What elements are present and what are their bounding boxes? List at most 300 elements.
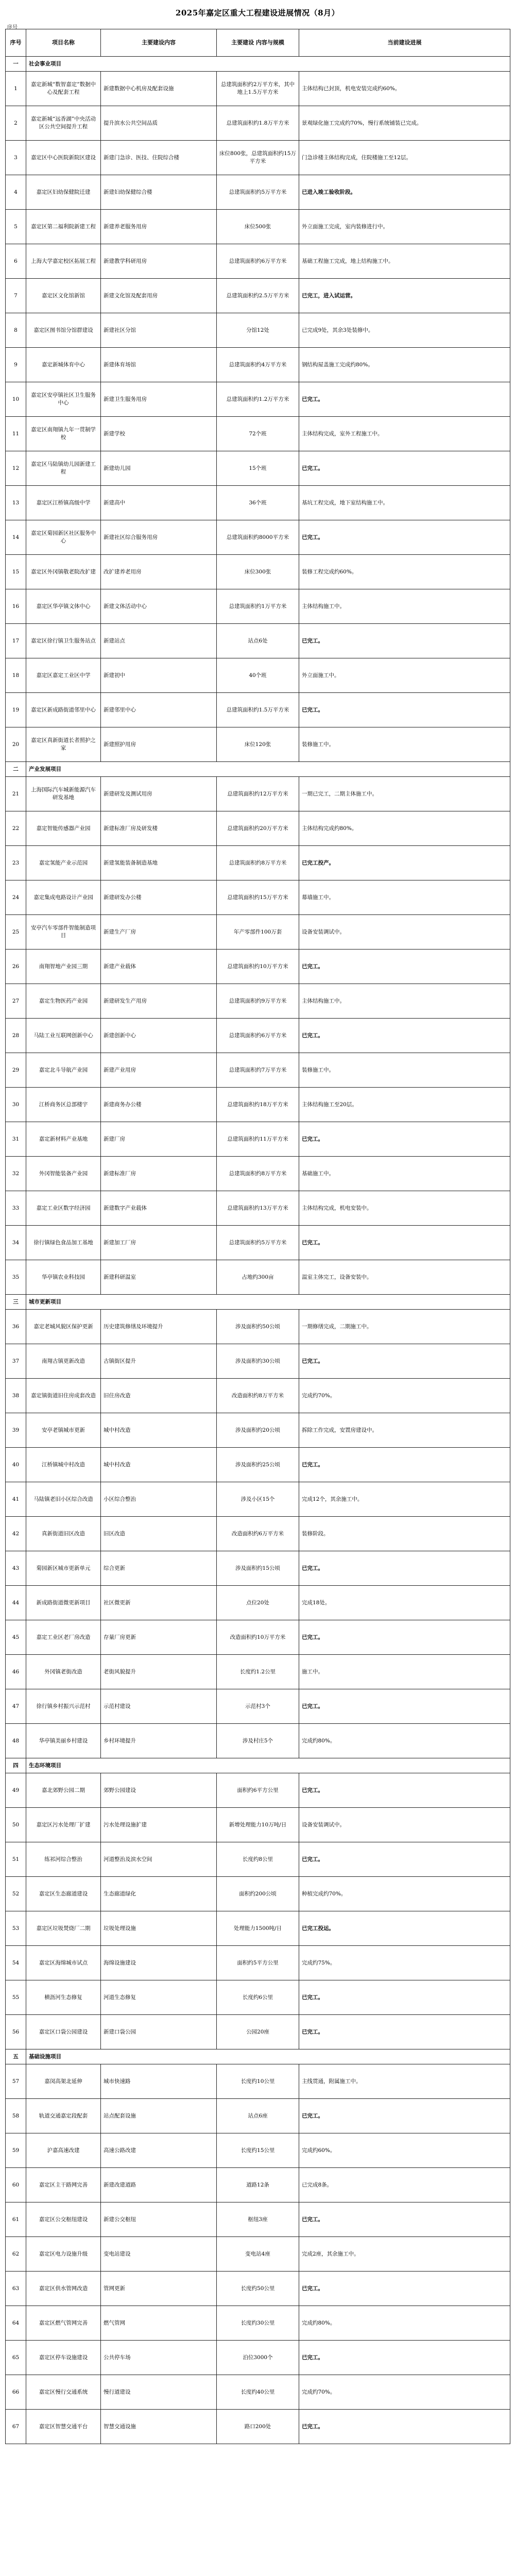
row-no: 33 bbox=[6, 1191, 26, 1226]
table-row bbox=[6, 984, 510, 1019]
table-row bbox=[6, 811, 510, 846]
project-content: 郊野公园建设 bbox=[101, 1773, 217, 1808]
project-scale: 涉及面积约20公顷 bbox=[217, 1413, 299, 1448]
project-progress: 完成18处。 bbox=[299, 1586, 510, 1620]
row-no: 4 bbox=[6, 175, 26, 210]
table-row bbox=[6, 1724, 510, 1758]
project-scale: 总建筑面积约1.2万平方米 bbox=[217, 382, 299, 417]
table-row bbox=[6, 846, 510, 880]
table-row bbox=[6, 2064, 510, 2099]
project-scale: 分馆12处 bbox=[217, 313, 299, 348]
project-progress: 主体结构施工至20层。 bbox=[299, 1088, 510, 1122]
row-no: 66 bbox=[6, 2375, 26, 2410]
project-scale: 15个班 bbox=[217, 451, 299, 486]
project-name: 嘉定区外冈镇敬老院改扩建 bbox=[26, 555, 101, 589]
table-row bbox=[6, 1413, 510, 1448]
section-no: 二 bbox=[6, 762, 26, 777]
row-no: 24 bbox=[6, 880, 26, 915]
project-name: 嘉定镇街道旧住房成套改造 bbox=[26, 1379, 101, 1413]
section-title: 产业发展项目 bbox=[26, 762, 510, 777]
project-scale: 涉及面积约50公顷 bbox=[217, 1310, 299, 1344]
table-row bbox=[6, 210, 510, 244]
table-row bbox=[6, 624, 510, 658]
project-name: 嘉定区菊园新区社区服务中心 bbox=[26, 520, 101, 555]
project-content: 新建氢能装备制造基地 bbox=[101, 846, 217, 880]
table-row bbox=[6, 72, 510, 106]
project-scale: 总建筑面积约12万平方米 bbox=[217, 777, 299, 811]
table-row bbox=[6, 2099, 510, 2133]
project-name: 南翔智地产业园三期 bbox=[26, 950, 101, 984]
table-row bbox=[6, 1980, 510, 2015]
project-scale: 床位120张 bbox=[217, 727, 299, 762]
project-name: 嘉定区徐行镇卫生服务站点 bbox=[26, 624, 101, 658]
project-content: 示范村建设 bbox=[101, 1689, 217, 1724]
project-scale: 长度约6公里 bbox=[217, 1980, 299, 2015]
table-row bbox=[6, 1260, 510, 1295]
project-scale: 总建筑面积约5万平方米 bbox=[217, 175, 299, 210]
project-content: 高速公路改建 bbox=[101, 2133, 217, 2168]
table-row bbox=[6, 1448, 510, 1482]
project-name: 练祁河综合整治 bbox=[26, 1842, 101, 1877]
project-progress: 基础施工中。 bbox=[299, 1157, 510, 1191]
table-row bbox=[6, 1344, 510, 1379]
project-progress: 完成约70%。 bbox=[299, 1379, 510, 1413]
table-row bbox=[6, 658, 510, 693]
project-name: 嘉定区公交枢纽建设 bbox=[26, 2202, 101, 2237]
project-progress: 完成约60%。 bbox=[299, 2133, 510, 2168]
table-row bbox=[6, 2341, 510, 2375]
project-progress: 已完成9处，其余3处装修中。 bbox=[299, 313, 510, 348]
table-row bbox=[6, 417, 510, 451]
project-progress: 主线贯通，附属施工中。 bbox=[299, 2064, 510, 2099]
table-row bbox=[6, 880, 510, 915]
row-no: 46 bbox=[6, 1655, 26, 1689]
project-content: 新建产业用房 bbox=[101, 1053, 217, 1088]
table-row bbox=[6, 106, 510, 141]
row-no: 60 bbox=[6, 2168, 26, 2202]
project-content: 城市快速路 bbox=[101, 2064, 217, 2099]
project-name: 嘉定新城体育中心 bbox=[26, 348, 101, 382]
project-content: 新建邻里中心 bbox=[101, 693, 217, 727]
row-no: 15 bbox=[6, 555, 26, 589]
table-row bbox=[6, 1053, 510, 1088]
table-row bbox=[6, 451, 510, 486]
project-scale: 72个班 bbox=[217, 417, 299, 451]
table-row bbox=[6, 1122, 510, 1157]
row-no: 57 bbox=[6, 2064, 26, 2099]
row-no: 42 bbox=[6, 1517, 26, 1551]
table-row bbox=[6, 2168, 510, 2202]
project-content: 新建科研温室 bbox=[101, 1260, 217, 1295]
row-no: 63 bbox=[6, 2272, 26, 2306]
table-row bbox=[6, 1157, 510, 1191]
project-content: 新建数据中心机房及配套设施 bbox=[101, 72, 217, 106]
project-scale: 总建筑面积约1.5万平方米 bbox=[217, 693, 299, 727]
project-content: 社区微更新 bbox=[101, 1586, 217, 1620]
project-name: 徐行镇乡村振兴示范村 bbox=[26, 1689, 101, 1724]
project-progress: 已完工。 bbox=[299, 2410, 510, 2444]
project-scale: 新增处理能力10万吨/日 bbox=[217, 1808, 299, 1842]
project-content: 新建文化馆及配套用房 bbox=[101, 279, 217, 313]
project-name: 嘉北郊野公园二期 bbox=[26, 1773, 101, 1808]
row-no: 23 bbox=[6, 846, 26, 880]
row-no: 51 bbox=[6, 1842, 26, 1877]
project-progress: 主体结构完成约80%。 bbox=[299, 811, 510, 846]
table-row bbox=[6, 1088, 510, 1122]
project-progress: 主体结构完成，机电安装中。 bbox=[299, 1191, 510, 1226]
project-scale: 长度约8公里 bbox=[217, 1842, 299, 1877]
project-content: 新建研发及测试用房 bbox=[101, 777, 217, 811]
project-scale: 床位300张 bbox=[217, 555, 299, 589]
project-name: 嘉定区安亭镇社区卫生服务中心 bbox=[26, 382, 101, 417]
table-row bbox=[6, 2410, 510, 2444]
project-progress: 完成2座，其余施工中。 bbox=[299, 2237, 510, 2272]
table-row bbox=[6, 555, 510, 589]
project-scale: 公园20座 bbox=[217, 2015, 299, 2049]
project-scale: 总建筑面积约8000平方米 bbox=[217, 520, 299, 555]
project-content: 新建站点 bbox=[101, 624, 217, 658]
project-content: 公共停车场 bbox=[101, 2341, 217, 2375]
project-scale: 涉及面积约25公顷 bbox=[217, 1448, 299, 1482]
project-content: 污水处理设施扩建 bbox=[101, 1808, 217, 1842]
table-row bbox=[6, 1842, 510, 1877]
project-content: 新建体育场馆 bbox=[101, 348, 217, 382]
project-progress: 已完工。 bbox=[299, 950, 510, 984]
row-no: 3 bbox=[6, 141, 26, 175]
section-title: 社会事业项目 bbox=[26, 57, 510, 72]
project-progress: 完成约80%。 bbox=[299, 2306, 510, 2341]
row-no: 17 bbox=[6, 624, 26, 658]
project-progress: 已完工。 bbox=[299, 382, 510, 417]
project-progress: 装修阶段。 bbox=[299, 1517, 510, 1551]
section-row bbox=[6, 2049, 510, 2064]
project-scale: 路口200处 bbox=[217, 2410, 299, 2444]
project-content: 城中村改造 bbox=[101, 1448, 217, 1482]
project-progress: 已完工。 bbox=[299, 624, 510, 658]
table-row bbox=[6, 1911, 510, 1946]
table-row bbox=[6, 313, 510, 348]
project-content: 新建文体活动中心 bbox=[101, 589, 217, 624]
project-scale: 总建筑面积约9万平方米 bbox=[217, 984, 299, 1019]
project-name: 徐行镇绿色食品加工基地 bbox=[26, 1226, 101, 1260]
table-row bbox=[6, 1946, 510, 1980]
row-no: 8 bbox=[6, 313, 26, 348]
project-name: 安亭汽车零部件智能制造项目 bbox=[26, 915, 101, 950]
row-no: 36 bbox=[6, 1310, 26, 1344]
project-progress: 已完工。 bbox=[299, 1551, 510, 1586]
project-name: 嘉定新城“数智嘉定”数据中心及配套工程 bbox=[26, 72, 101, 106]
row-no: 47 bbox=[6, 1689, 26, 1724]
project-scale: 改造面积约6万平方米 bbox=[217, 1517, 299, 1551]
table-row bbox=[6, 1310, 510, 1344]
project-name: 嘉定区马陆镇幼儿园新建工程 bbox=[26, 451, 101, 486]
table-row bbox=[6, 589, 510, 624]
project-name: 安亭老镇城市更新 bbox=[26, 1413, 101, 1448]
project-scale: 总建筑面积约2万平方米，其中地上1.5万平方米 bbox=[217, 72, 299, 106]
project-progress: 景观绿化施工完成约70%，慢行系统铺装已完成。 bbox=[299, 106, 510, 141]
project-scale: 处理能力1500吨/日 bbox=[217, 1911, 299, 1946]
project-name: 嘉定区口袋公园建设 bbox=[26, 2015, 101, 2049]
project-content: 新建初中 bbox=[101, 658, 217, 693]
project-scale: 涉及面积约30公顷 bbox=[217, 1344, 299, 1379]
project-progress: 主体结构完成，室外工程施工中。 bbox=[299, 417, 510, 451]
row-no: 28 bbox=[6, 1019, 26, 1053]
row-no: 59 bbox=[6, 2133, 26, 2168]
section-row bbox=[6, 1758, 510, 1773]
project-scale: 面积约6平方公里 bbox=[217, 1773, 299, 1808]
table-body bbox=[6, 57, 510, 2444]
project-content: 历史建筑修缮及环境提升 bbox=[101, 1310, 217, 1344]
project-name: 嘉定区新成路街道邻里中心 bbox=[26, 693, 101, 727]
header-milestone: 主要建设 内容与规模 bbox=[217, 29, 299, 57]
project-scale: 长度约1.2公里 bbox=[217, 1655, 299, 1689]
row-no: 26 bbox=[6, 950, 26, 984]
section-no: 五 bbox=[6, 2049, 26, 2064]
project-scale: 总建筑面积约18万平方米 bbox=[217, 1088, 299, 1122]
unit-label: 序号 bbox=[7, 25, 18, 30]
row-no: 11 bbox=[6, 417, 26, 451]
project-name: 嘉定区真新街道长者照护之家 bbox=[26, 727, 101, 762]
project-scale: 床位800张，总建筑面积约15万平方米 bbox=[217, 141, 299, 175]
row-no: 49 bbox=[6, 1773, 26, 1808]
table-row bbox=[6, 175, 510, 210]
project-scale: 面积约5平方公里 bbox=[217, 1946, 299, 1980]
row-no: 19 bbox=[6, 693, 26, 727]
project-progress: 已完工投运。 bbox=[299, 1911, 510, 1946]
project-content: 变电站建设 bbox=[101, 2237, 217, 2272]
row-no: 25 bbox=[6, 915, 26, 950]
section-title: 基础设施项目 bbox=[26, 2049, 510, 2064]
page-title: 2025年嘉定区重大工程建设进展情况（8月） bbox=[175, 8, 340, 18]
project-name: 嘉定北斗导航产业园 bbox=[26, 1053, 101, 1088]
project-name: 上海大学嘉定校区拓展工程 bbox=[26, 244, 101, 279]
row-no: 58 bbox=[6, 2099, 26, 2133]
table-row bbox=[6, 1773, 510, 1808]
row-no: 40 bbox=[6, 1448, 26, 1482]
row-no: 64 bbox=[6, 2306, 26, 2341]
project-name: 马陆镇老旧小区综合改造 bbox=[26, 1482, 101, 1517]
project-scale: 总建筑面积约5万平方米 bbox=[217, 1226, 299, 1260]
header-content: 主要建设内容 bbox=[101, 29, 217, 57]
project-progress: 已完工。 bbox=[299, 1226, 510, 1260]
project-content: 新建公交枢纽 bbox=[101, 2202, 217, 2237]
project-content: 河道整治及滨水空间 bbox=[101, 1842, 217, 1877]
project-name: 嘉定区停车设施建设 bbox=[26, 2341, 101, 2375]
project-content: 新建研发办公楼 bbox=[101, 880, 217, 915]
project-scale: 40个班 bbox=[217, 658, 299, 693]
row-no: 48 bbox=[6, 1724, 26, 1758]
table-row bbox=[6, 1226, 510, 1260]
table-row bbox=[6, 950, 510, 984]
project-progress: 已完工。 bbox=[299, 2015, 510, 2049]
project-name: 菊园新区城市更新单元 bbox=[26, 1551, 101, 1586]
project-scale: 长度约40公里 bbox=[217, 2375, 299, 2410]
row-no: 52 bbox=[6, 1877, 26, 1911]
table-row bbox=[6, 1191, 510, 1226]
table-row bbox=[6, 2272, 510, 2306]
project-content: 改扩建养老用房 bbox=[101, 555, 217, 589]
row-no: 65 bbox=[6, 2341, 26, 2375]
table-row bbox=[6, 520, 510, 555]
project-content: 新建幼儿园 bbox=[101, 451, 217, 486]
row-no: 29 bbox=[6, 1053, 26, 1088]
project-name: 马陆工业互联网创新中心 bbox=[26, 1019, 101, 1053]
project-scale: 总建筑面积约6万平方米 bbox=[217, 1019, 299, 1053]
header-name: 项目名称 bbox=[26, 29, 101, 57]
table-row bbox=[6, 2237, 510, 2272]
project-name: 嘉定区文化馆新馆 bbox=[26, 279, 101, 313]
table-row bbox=[6, 486, 510, 520]
project-scale: 点位20处 bbox=[217, 1586, 299, 1620]
table-row bbox=[6, 1019, 510, 1053]
project-progress: 基础工程施工完成，地上结构施工中。 bbox=[299, 244, 510, 279]
row-no: 43 bbox=[6, 1551, 26, 1586]
project-progress: 拆除工作完成，安置房建设中。 bbox=[299, 1413, 510, 1448]
projects-table bbox=[5, 29, 510, 2444]
project-progress: 外立面施工中。 bbox=[299, 658, 510, 693]
project-scale: 占地约300亩 bbox=[217, 1260, 299, 1295]
project-scale: 改造面积约8万平方米 bbox=[217, 1379, 299, 1413]
project-content: 新建卫生服务用房 bbox=[101, 382, 217, 417]
row-no: 38 bbox=[6, 1379, 26, 1413]
row-no: 6 bbox=[6, 244, 26, 279]
project-name: 嘉定工业区老厂房改造 bbox=[26, 1620, 101, 1655]
project-name: 沪嘉高速改建 bbox=[26, 2133, 101, 2168]
project-name: 嘉闵高架北延伸 bbox=[26, 2064, 101, 2099]
project-scale: 长度约15公里 bbox=[217, 2133, 299, 2168]
project-name: 嘉定区慢行交通系统 bbox=[26, 2375, 101, 2410]
project-content: 新建口袋公园 bbox=[101, 2015, 217, 2049]
project-progress: 一期已完工，二期主体施工中。 bbox=[299, 777, 510, 811]
row-no: 37 bbox=[6, 1344, 26, 1379]
project-progress: 外立面施工完成，室内装修进行中。 bbox=[299, 210, 510, 244]
row-no: 67 bbox=[6, 2410, 26, 2444]
project-progress: 完成约80%。 bbox=[299, 1724, 510, 1758]
project-content: 新建养老服务用房 bbox=[101, 210, 217, 244]
table-row bbox=[6, 1877, 510, 1911]
project-scale: 改造面积约10万平方米 bbox=[217, 1620, 299, 1655]
project-scale: 36个班 bbox=[217, 486, 299, 520]
row-no: 34 bbox=[6, 1226, 26, 1260]
project-content: 燃气管网 bbox=[101, 2306, 217, 2341]
project-progress: 已完工。 bbox=[299, 451, 510, 486]
row-no: 50 bbox=[6, 1808, 26, 1842]
row-no: 55 bbox=[6, 1980, 26, 2015]
project-name: 嘉定区主干路网完善 bbox=[26, 2168, 101, 2202]
row-no: 1 bbox=[6, 72, 26, 106]
project-name: 嘉定区电力设施升级 bbox=[26, 2237, 101, 2272]
project-content: 新建产业载体 bbox=[101, 950, 217, 984]
project-content: 新建生产厂房 bbox=[101, 915, 217, 950]
section-no: 四 bbox=[6, 1758, 26, 1773]
project-name: 嘉定区图书馆分馆群建设 bbox=[26, 313, 101, 348]
project-name: 嘉定区华亭镇文体中心 bbox=[26, 589, 101, 624]
table-row bbox=[6, 2202, 510, 2237]
project-progress: 装修施工中。 bbox=[299, 1053, 510, 1088]
project-name: 嘉定新材料产业基地 bbox=[26, 1122, 101, 1157]
section-row bbox=[6, 1295, 510, 1310]
table-row bbox=[6, 1517, 510, 1551]
project-progress: 幕墙施工中。 bbox=[299, 880, 510, 915]
row-no: 41 bbox=[6, 1482, 26, 1517]
project-name: 江桥镇城中村改造 bbox=[26, 1448, 101, 1482]
project-progress: 已完工。 bbox=[299, 1344, 510, 1379]
project-scale: 总建筑面积约1万平方米 bbox=[217, 589, 299, 624]
project-content: 乡村环境提升 bbox=[101, 1724, 217, 1758]
project-scale: 床位500张 bbox=[217, 210, 299, 244]
project-content: 新建社区综合服务用房 bbox=[101, 520, 217, 555]
table-row bbox=[6, 1551, 510, 1586]
row-no: 32 bbox=[6, 1157, 26, 1191]
project-content: 小区综合整治 bbox=[101, 1482, 217, 1517]
project-content: 新建数字产业载体 bbox=[101, 1191, 217, 1226]
table-row bbox=[6, 1379, 510, 1413]
project-content: 站点配套设施 bbox=[101, 2099, 217, 2133]
project-progress: 已完工，进入试运营。 bbox=[299, 279, 510, 313]
project-content: 新建改建道路 bbox=[101, 2168, 217, 2202]
project-scale: 长度约50公里 bbox=[217, 2272, 299, 2306]
project-scale: 站点6座 bbox=[217, 2099, 299, 2133]
project-name: 嘉定区海绵城市试点 bbox=[26, 1946, 101, 1980]
row-no: 39 bbox=[6, 1413, 26, 1448]
row-no: 27 bbox=[6, 984, 26, 1019]
project-scale: 面积约200公顷 bbox=[217, 1877, 299, 1911]
row-no: 13 bbox=[6, 486, 26, 520]
project-name: 嘉定区供水管网改造 bbox=[26, 2272, 101, 2306]
project-content: 生态廊道绿化 bbox=[101, 1877, 217, 1911]
row-no: 35 bbox=[6, 1260, 26, 1295]
project-scale: 涉及小区15个 bbox=[217, 1482, 299, 1517]
project-progress: 一期修缮完成，二期施工中。 bbox=[299, 1310, 510, 1344]
row-no: 45 bbox=[6, 1620, 26, 1655]
section-row bbox=[6, 762, 510, 777]
project-scale: 涉及村庄5个 bbox=[217, 1724, 299, 1758]
project-content: 新建教学科研用房 bbox=[101, 244, 217, 279]
project-content: 存量厂房更新 bbox=[101, 1620, 217, 1655]
project-content: 新建学校 bbox=[101, 417, 217, 451]
project-progress: 主体结构已封顶，机电安装完成约60%。 bbox=[299, 72, 510, 106]
row-no: 12 bbox=[6, 451, 26, 486]
project-content: 旧住房改造 bbox=[101, 1379, 217, 1413]
header-row bbox=[6, 29, 510, 57]
table-row bbox=[6, 382, 510, 417]
project-content: 新建标准厂房及研发楼 bbox=[101, 811, 217, 846]
project-scale: 总建筑面积约20万平方米 bbox=[217, 811, 299, 846]
row-no: 30 bbox=[6, 1088, 26, 1122]
project-name: 外冈镇老街改造 bbox=[26, 1655, 101, 1689]
row-no: 5 bbox=[6, 210, 26, 244]
project-scale: 总建筑面积约8万平方米 bbox=[217, 1157, 299, 1191]
row-no: 56 bbox=[6, 2015, 26, 2049]
project-content: 新建厂房 bbox=[101, 1122, 217, 1157]
project-progress: 完成约70%。 bbox=[299, 2375, 510, 2410]
row-no: 20 bbox=[6, 727, 26, 762]
project-content: 综合更新 bbox=[101, 1551, 217, 1586]
project-name: 外冈智能装备产业园 bbox=[26, 1157, 101, 1191]
row-no: 44 bbox=[6, 1586, 26, 1620]
project-name: 嘉定区智慧交通平台 bbox=[26, 2410, 101, 2444]
project-scale: 泊位3000个 bbox=[217, 2341, 299, 2375]
table-row bbox=[6, 2133, 510, 2168]
project-content: 智慧交通设施 bbox=[101, 2410, 217, 2444]
project-content: 新建加工厂房 bbox=[101, 1226, 217, 1260]
section-title: 城市更新项目 bbox=[26, 1295, 510, 1310]
project-progress: 已完工。 bbox=[299, 1019, 510, 1053]
project-progress: 设备安装调试中。 bbox=[299, 915, 510, 950]
table-row bbox=[6, 348, 510, 382]
project-scale: 总建筑面积约11万平方米 bbox=[217, 1122, 299, 1157]
project-progress: 门急诊楼主体结构完成，住院楼施工至12层。 bbox=[299, 141, 510, 175]
